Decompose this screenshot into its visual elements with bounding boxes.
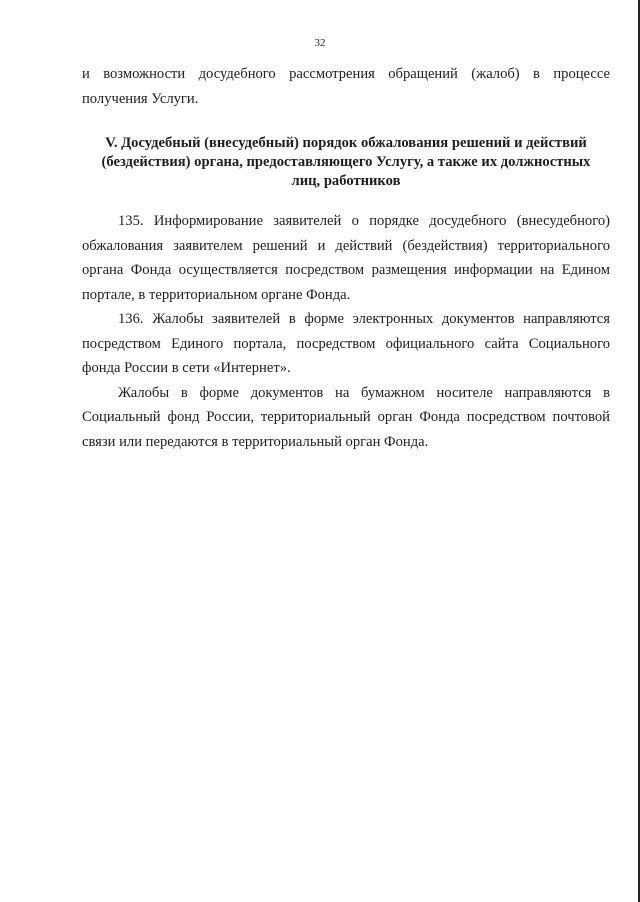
section-heading-line-2: (бездействия) органа, предоставляющего Услугу, а также их должностных [101, 154, 591, 170]
page-number: 32 [314, 37, 326, 49]
section-heading [82, 134, 610, 191]
paragraph-136-continuation: Жалобы в форме документов на бумажном носителе направляются в Социальный фонд России, территориальный орган Фонда посредством почтовой связи или передаются в территориальный орган Фонда. [82, 384, 610, 450]
paragraph-136: 136. Жалобы заявителей в форме электронных документов направляются посредством Единого портала, посредством официального сайта Социального фонда России в сети «Интернет». [82, 311, 610, 376]
document-body [82, 62, 610, 454]
section-heading-line-3: лиц, работников [291, 173, 401, 189]
paragraph-135: 135. Информирование заявителей о порядке досудебного (внесудебного) обжалования заявителем решений и действий (бездействия) территориального органа Фонда осуществляется посредством размещения информации на Едином портале, в территориальном органе Фонда. [82, 213, 610, 303]
section-heading-line-1: V. Досудебный (внесудебный) порядок обжалования решений и действий [105, 135, 587, 151]
intro-line-1: и возможности досудебного рассмотрения обращений (жалоб) в процессе [82, 66, 610, 82]
intro-line-2: получения Услуги. [82, 90, 199, 107]
